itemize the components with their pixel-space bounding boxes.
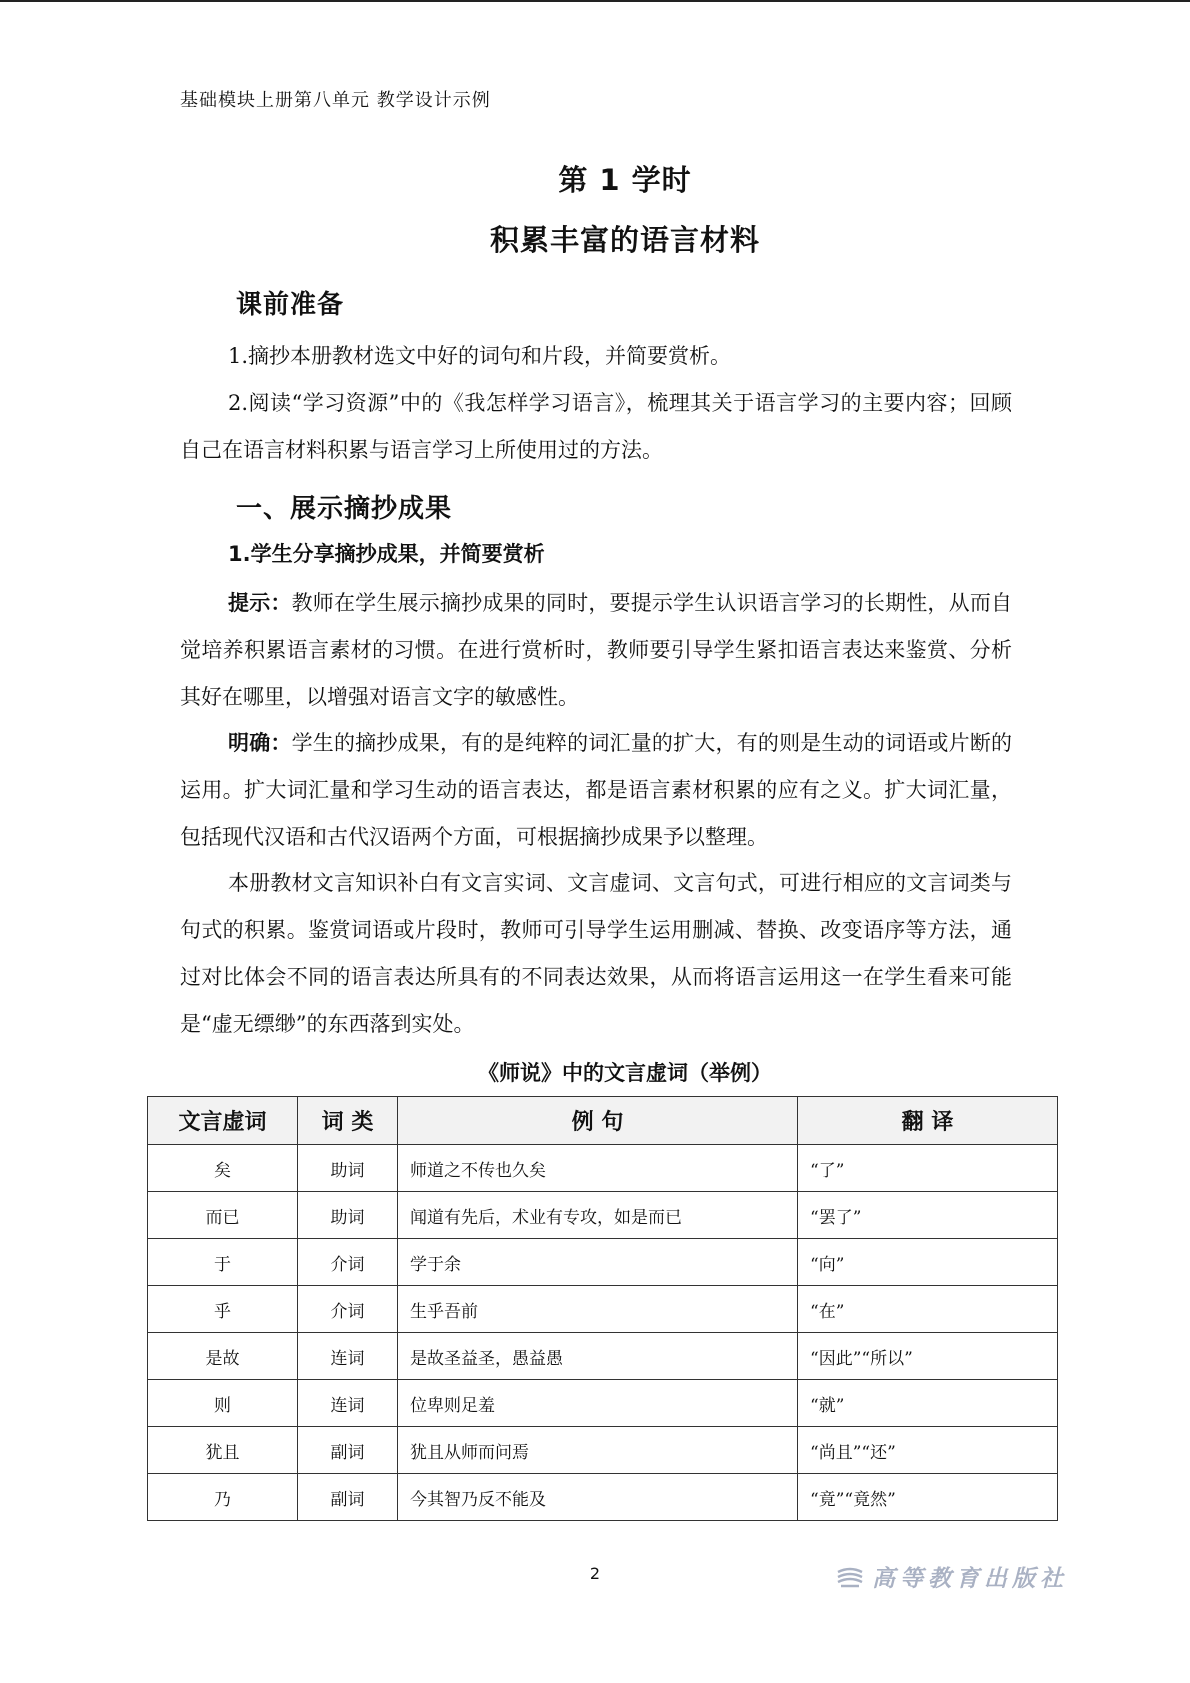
cell-class: 连词 xyxy=(298,1333,398,1380)
cell-word: 是故 xyxy=(148,1333,298,1380)
cell-translation: “罢了” xyxy=(798,1192,1058,1239)
cell-class: 助词 xyxy=(298,1145,398,1192)
cell-word: 而已 xyxy=(148,1192,298,1239)
cell-class: 副词 xyxy=(298,1474,398,1521)
column-header-example: 例 句 xyxy=(398,1097,798,1145)
function-words-table xyxy=(147,1096,1058,1521)
column-header-word: 文言虚词 xyxy=(148,1097,298,1145)
cell-translation: “就” xyxy=(798,1380,1058,1427)
publisher-name: 高等教育出版社 xyxy=(872,1565,1068,1592)
cell-word: 犹且 xyxy=(148,1427,298,1474)
publisher-logo-icon xyxy=(836,1566,864,1588)
column-header-class: 词 类 xyxy=(298,1097,398,1145)
cell-translation: “了” xyxy=(798,1145,1058,1192)
table-row xyxy=(148,1427,1058,1474)
table-row xyxy=(148,1239,1058,1286)
cell-class: 介词 xyxy=(298,1286,398,1333)
cell-example: 生乎吾前 xyxy=(398,1286,798,1333)
clarify-paragraph xyxy=(180,720,1012,861)
table-row xyxy=(148,1192,1058,1239)
cell-word: 乃 xyxy=(148,1474,298,1521)
cell-example: 师道之不传也久矣 xyxy=(398,1145,798,1192)
lesson-topic-title: 积累丰富的语言材料 xyxy=(489,223,760,257)
publisher-mark xyxy=(836,1560,1068,1593)
prep-item-2: 2.阅读“学习资源”中的《我怎样学习语言》，梳理其关于语言学习的主要内容；回顾自己在语言材料积累与语言学习上所使用过的方法。 xyxy=(180,391,1012,462)
running-header: 基础模块上册第八单元 教学设计示例 xyxy=(180,90,491,111)
table-header-row xyxy=(148,1097,1058,1145)
cell-example: 是故圣益圣，愚益愚 xyxy=(398,1333,798,1380)
tip-paragraph xyxy=(180,580,1012,721)
table-row xyxy=(148,1145,1058,1192)
prep-heading: 课前准备 xyxy=(236,290,345,320)
cell-example: 学于余 xyxy=(398,1239,798,1286)
note-paragraph: 本册教材文言知识补白有文言实词、文言虚词、文言句式，可进行相应的文言词类与句式的积累。鉴赏词语或片段时，教师可引导学生运用删减、替换、改变语序等方法，通过对比体会不同的语言表达所具有的不同表达效果，从而将语言运用这一在学生看来可能是“虚无缥缈”的东西落到实处。 xyxy=(180,871,1012,1036)
lesson-period-title: 第 1 学时 xyxy=(558,163,692,197)
cell-class: 介词 xyxy=(298,1239,398,1286)
clarify-text: 学生的摘抄成果，有的是纯粹的词汇量的扩大，有的则是生动的词语或片断的运用。扩大词汇量和学习生动的语言表达，都是语言素材积累的应有之义。扩大词汇量，包括现代汉语和古代汉语两个方面，可根据摘抄成果予以整理。 xyxy=(180,731,1013,849)
cell-class: 副词 xyxy=(298,1427,398,1474)
tip-label: 提示： xyxy=(228,591,292,615)
tip-text: 教师在学生展示摘抄成果的同时，要提示学生认识语言学习的长期性，从而自觉培养积累语言素材的习惯。在进行赏析时，教师要引导学生紧扣语言表达来鉴赏、分析其好在哪里，以增强对语言文字的敏感性。 xyxy=(180,591,1013,709)
top-rule xyxy=(0,0,1190,2)
cell-class: 助词 xyxy=(298,1192,398,1239)
cell-translation: “尚且”“还” xyxy=(798,1427,1058,1474)
cell-translation: “在” xyxy=(798,1286,1058,1333)
cell-example: 位卑则足羞 xyxy=(398,1380,798,1427)
cell-example: 闻道有先后，术业有专攻，如是而已 xyxy=(398,1192,798,1239)
table-row xyxy=(148,1333,1058,1380)
table-caption: 《师说》中的文言虚词（举例） xyxy=(478,1061,772,1085)
cell-translation: “竟”“竟然” xyxy=(798,1474,1058,1521)
page-number: 2 xyxy=(589,1564,601,1583)
cell-example: 今其智乃反不能及 xyxy=(398,1474,798,1521)
cell-translation: “因此”“所以” xyxy=(798,1333,1058,1380)
section-1-heading: 一、展示摘抄成果 xyxy=(236,494,453,524)
cell-word: 乎 xyxy=(148,1286,298,1333)
cell-example: 犹且从师而问焉 xyxy=(398,1427,798,1474)
prep-item-1: 1.摘抄本册教材选文中好的词句和片段，并简要赏析。 xyxy=(228,344,732,368)
cell-word: 于 xyxy=(148,1239,298,1286)
cell-translation: “向” xyxy=(798,1239,1058,1286)
section-1-subheading: 1.学生分享摘抄成果，并简要赏析 xyxy=(228,542,545,566)
cell-class: 连词 xyxy=(298,1380,398,1427)
table-row xyxy=(148,1380,1058,1427)
cell-word: 矣 xyxy=(148,1145,298,1192)
table-row xyxy=(148,1286,1058,1333)
column-header-translation: 翻 译 xyxy=(798,1097,1058,1145)
clarify-label: 明确： xyxy=(228,731,292,755)
table-row xyxy=(148,1474,1058,1521)
cell-word: 则 xyxy=(148,1380,298,1427)
